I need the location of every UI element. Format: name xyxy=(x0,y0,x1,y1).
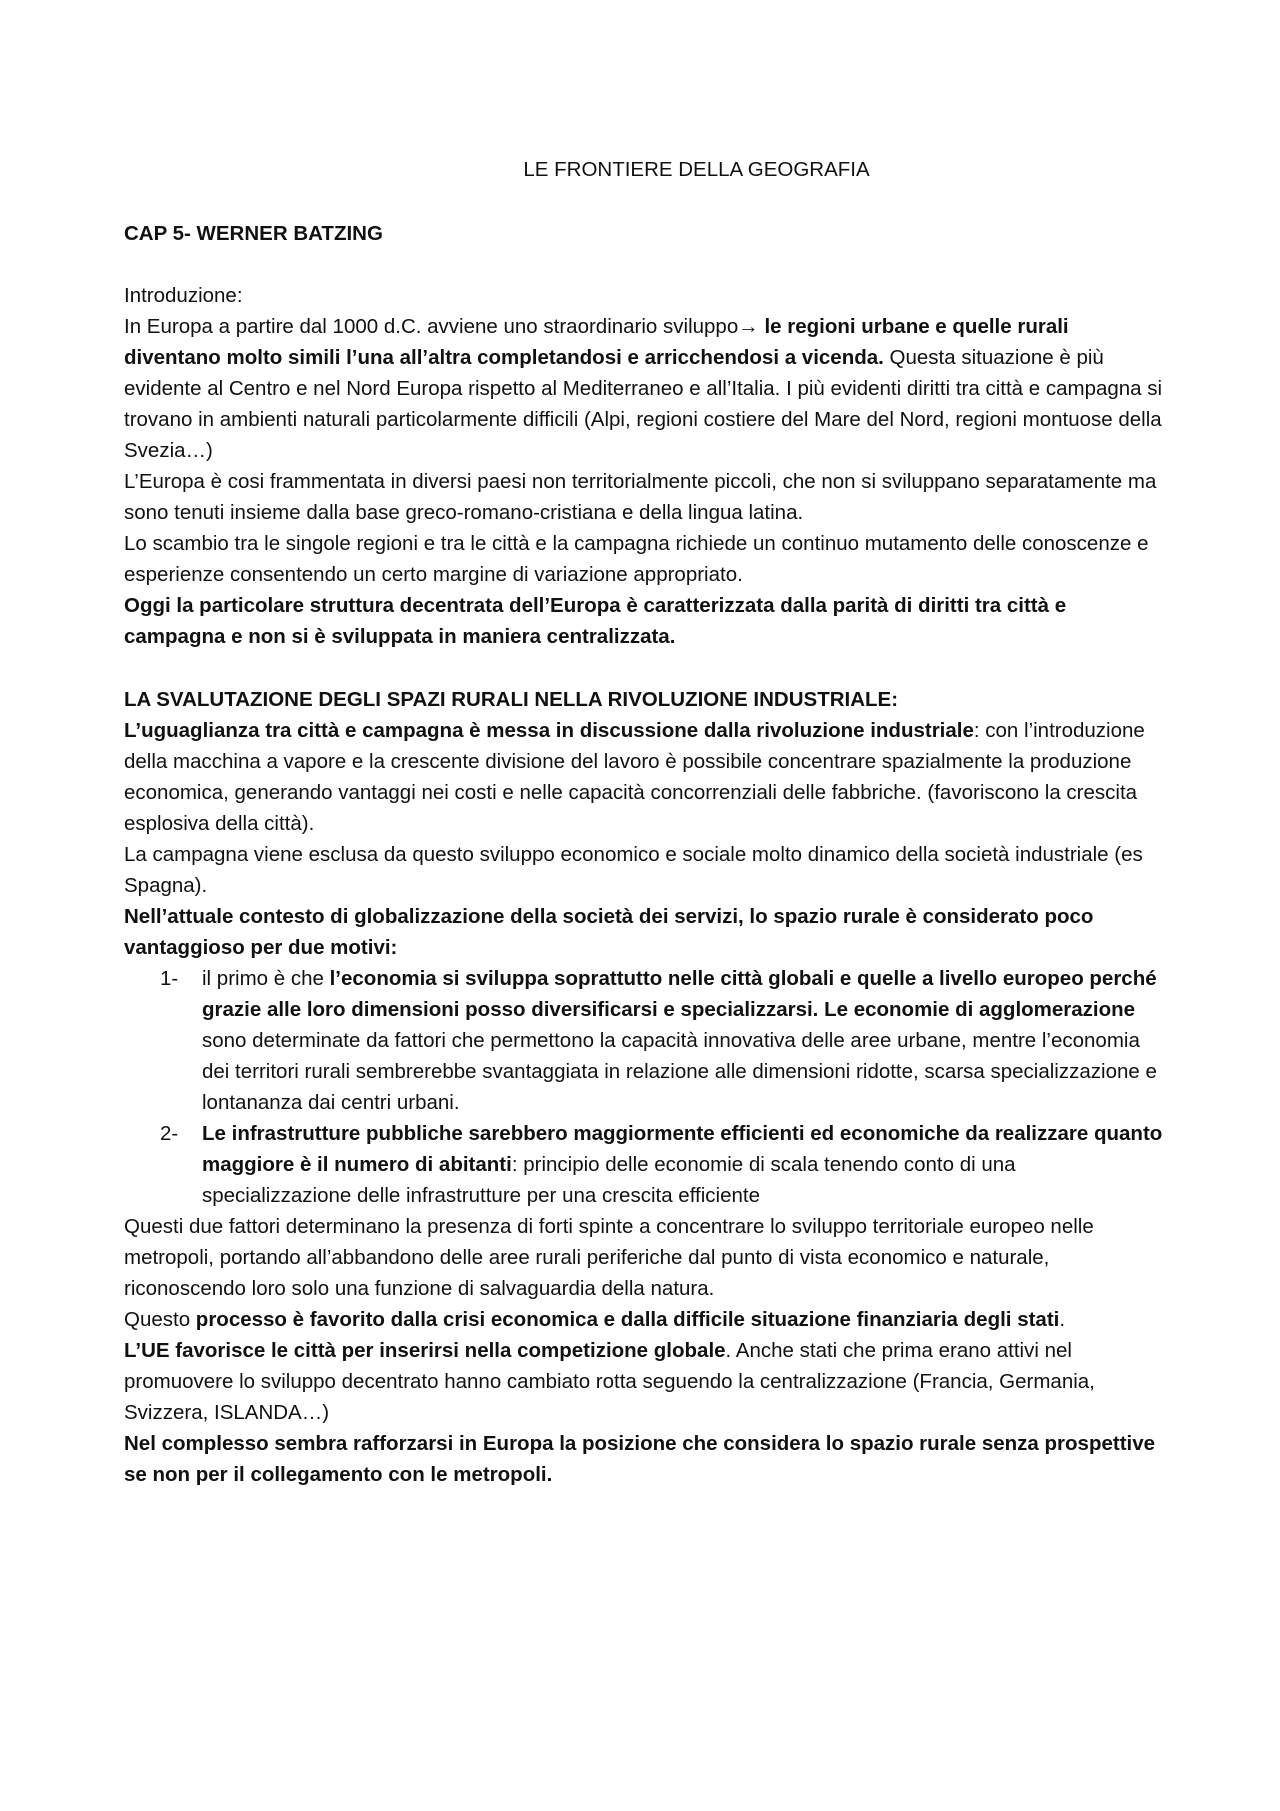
section-p1-text: : con l’introduzione della macchina a vapore e la crescente divisione del lavoro è possibile concentrare spazialmente la produzione economica, generando vantaggi nei costi e nelle capacità concorrenziali delle fabbriche. (favoriscono la crescita esplosiva della città). xyxy=(124,719,1145,835)
section-heading xyxy=(124,684,1169,715)
section-paragraph-6 xyxy=(124,1335,1169,1428)
section-paragraph-7 xyxy=(124,1428,1169,1490)
section-paragraph-5 xyxy=(124,1304,1169,1335)
list-item-text: sono determinate da fattori che permettono la capacità innovativa delle aree urbane, mentre l’economia dei territori rurali sembrerebbe svantaggiata in relazione alle dimensioni ridotte, scarsa specializzazione e lontananza dai centri urbani. xyxy=(202,1029,1157,1114)
intro-paragraph-3: Lo scambio tra le singole regioni e tra le città e la campagna richiede un continuo mutamento delle conoscenze e esperienze consentendo un certo margine di variazione appropriato. xyxy=(124,532,1149,586)
list-item-text: : principio delle economie di scala tenendo conto di una specializzazione delle infrastrutture per una crescita efficiente xyxy=(202,1153,1016,1207)
intro-p4-bold: Oggi la particolare struttura decentrata dell’Europa è caratterizzata dalla parità di diritti tra città e campagna e non si è sviluppata in maniera centralizzata. xyxy=(124,594,1067,648)
section-paragraph-2: La campagna viene esclusa da questo sviluppo economico e sociale molto dinamico della società industriale (es Spagna). xyxy=(124,843,1143,897)
page-title: LE FRONTIERE DELLA GEOGRAFIA xyxy=(523,158,870,181)
industrial-revolution-section xyxy=(124,684,1169,1490)
intro-heading: Introduzione: xyxy=(124,284,243,307)
list-item-bold: l’economia si sviluppa soprattutto nelle città globali e quelle a livello europeo perché grazie alle loro dimensioni posso diversificarsi e specializzarsi. Le economie di agglomerazione xyxy=(202,967,1157,1021)
list-item xyxy=(124,963,1169,1118)
section-p3-bold: Nell’attuale contesto di globalizzazione della società dei servizi, lo spazio rurale è considerato poco vantaggioso per due motivi: xyxy=(124,905,1094,959)
section-p1-bold: L’uguaglianza tra città e campagna è messa in discussione dalla rivoluzione industriale xyxy=(124,719,974,742)
list-item-bold: Le infrastrutture pubbliche sarebbero maggiormente efficienti ed economiche da realizzare quanto maggiore è il numero di abitanti xyxy=(202,1122,1163,1176)
section-heading-text: LA SVALUTAZIONE DEGLI SPAZI RURALI NELLA RIVOLUZIONE INDUSTRIALE: xyxy=(124,688,899,711)
list-item-pre: il primo è che xyxy=(202,967,330,990)
numbered-list xyxy=(124,963,1169,1211)
list-item-number: 2- xyxy=(160,1122,179,1145)
section-p5-bold: processo è favorito dalla crisi economica e dalla difficile situazione finanziaria degli stati xyxy=(195,1308,1060,1331)
intro-paragraph-1 xyxy=(124,311,1169,466)
list-item xyxy=(124,1118,1169,1211)
section-paragraph-1 xyxy=(124,715,1169,839)
intro-paragraph-4 xyxy=(124,590,1169,652)
list-item-number: 1- xyxy=(160,967,179,990)
section-p6-bold: L’UE favorisce le città per inserirsi nella competizione globale xyxy=(124,1339,726,1362)
section-p6-text: . Anche stati che prima erano attivi nel promuovere lo sviluppo decentrato hanno cambiato rotta seguendo la centralizzazione (Francia, Germania, Svizzera, ISLANDA…) xyxy=(124,1339,1095,1424)
section-p5-post: . xyxy=(1059,1308,1066,1331)
chapter-heading: CAP 5- WERNER BATZING xyxy=(124,222,383,245)
intro-section xyxy=(124,280,1169,652)
intro-p1-bold: le regioni urbane e quelle rurali diventano molto simili l’una all’altra completandosi e arricchendosi a vicenda. xyxy=(124,315,1069,369)
arrow-right-icon: → xyxy=(738,315,759,338)
section-p5-pre: Questo xyxy=(124,1308,196,1331)
section-paragraph-3 xyxy=(124,901,1169,963)
intro-p1-text-a: In Europa a partire dal 1000 d.C. avviene uno straordinario sviluppo xyxy=(124,315,739,338)
intro-p1-text-c: Questa situazione è più evidente al Centro e nel Nord Europa rispetto al Mediterraneo e all’Italia. I più evidenti diritti tra città e campagna si trovano in ambienti naturali particolarmente difficili (Alpi, regioni costiere del Mare del Nord, regioni montuose della Svezia…) xyxy=(124,346,1163,462)
section-p7-bold: Nel complesso sembra rafforzarsi in Europa la posizione che considera lo spazio rurale senza prospettive se non per il collegamento con le metropoli. xyxy=(124,1432,1156,1486)
section-paragraph-4: Questi due fattori determinano la presenza di forti spinte a concentrare lo sviluppo territoriale europeo nelle metropoli, portando all’abbandono delle aree rurali periferiche dal punto di vista economico e naturale, riconoscendo loro solo una funzione di salvaguardia della natura. xyxy=(124,1215,1094,1300)
intro-paragraph-2: L’Europa è cosi frammentata in diversi paesi non territorialmente piccoli, che non si sviluppano separatamente ma sono tenuti insieme dalla base greco-romano-cristiana e della lingua latina. xyxy=(124,470,1157,524)
